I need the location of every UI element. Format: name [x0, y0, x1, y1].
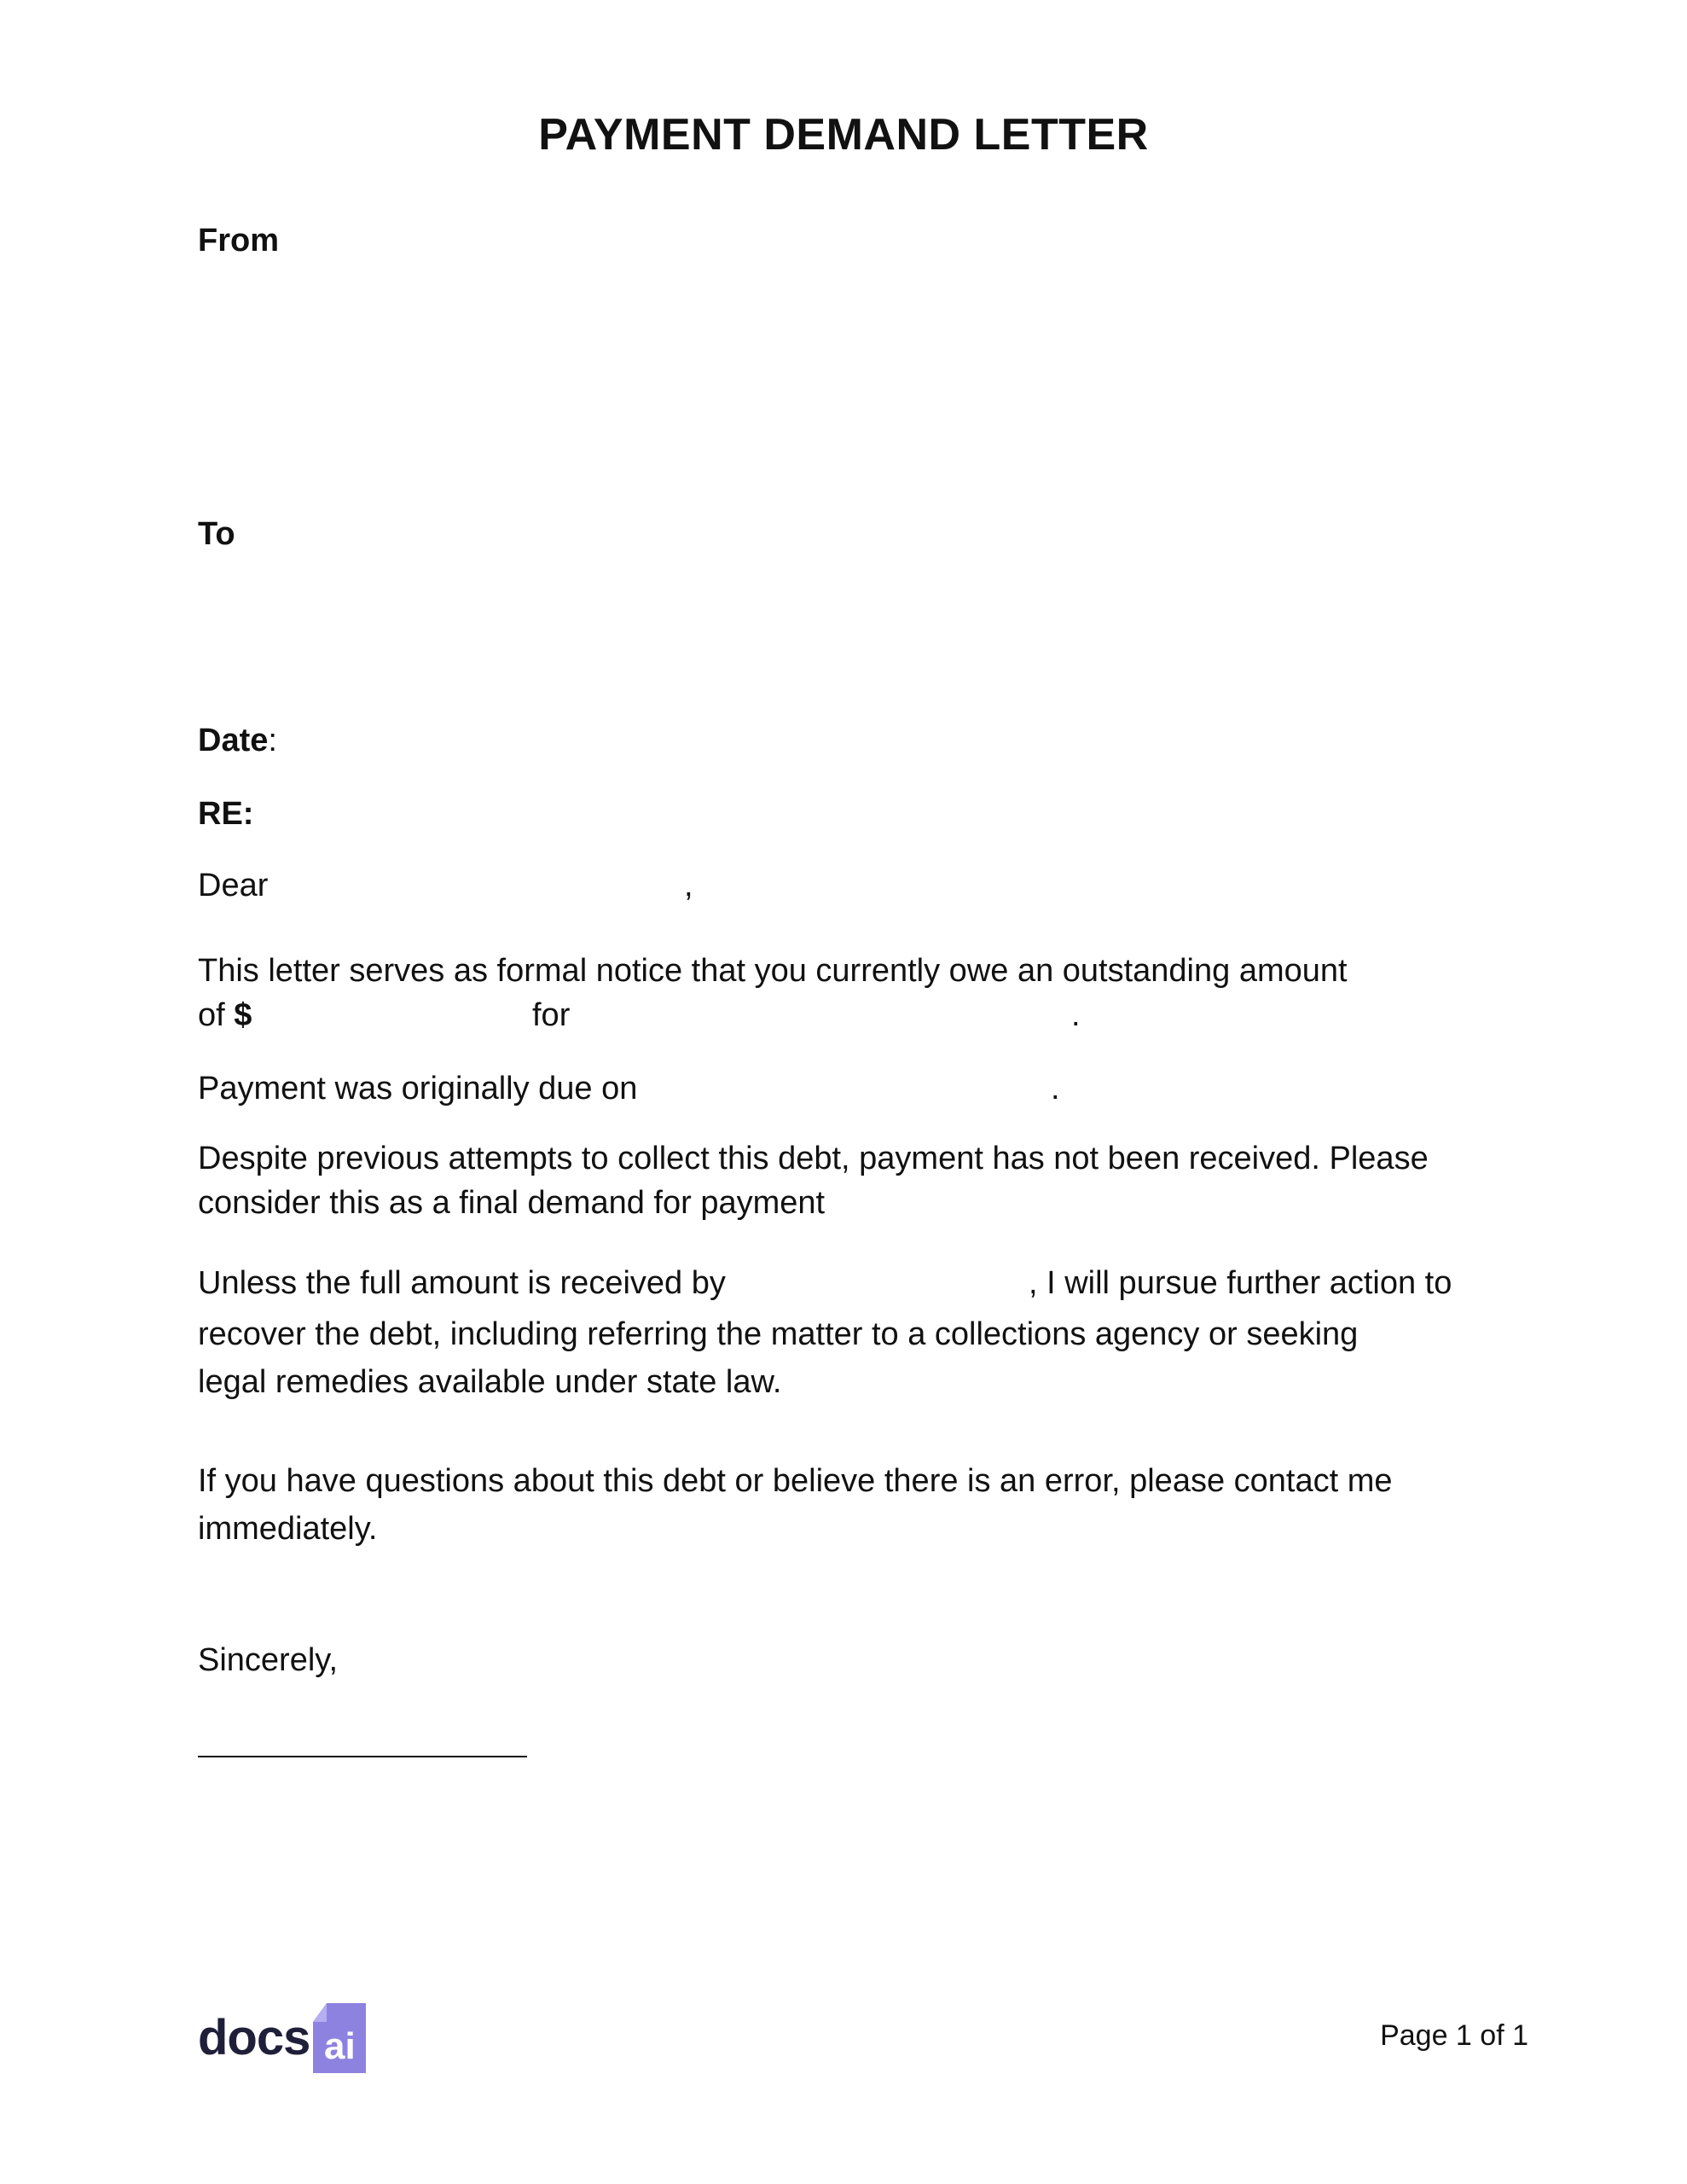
paragraph-1-line-2	[198, 996, 252, 1034]
para1-period: .	[1071, 997, 1081, 1033]
paragraph-4-line-2: recover the debt, including referring the matter to a collections agency or seeking	[198, 1316, 1359, 1352]
paragraph-1-line-1: This letter serves as formal notice that you currently owe an outstanding amount	[198, 953, 1348, 989]
salutation-comma: ,	[684, 868, 693, 903]
for-text: for	[532, 997, 571, 1033]
paragraph-3-line-2: consider this as a final demand for payment	[198, 1185, 826, 1221]
logo-wordmark: docs	[198, 2010, 310, 2065]
paragraph-5-line-1: If you have questions about this debt or believe there is an error, please contact me	[198, 1463, 1393, 1499]
salutation-text: Dear	[198, 868, 269, 903]
dollar-sign: $	[234, 997, 252, 1033]
paragraph-2: Payment was originally due on	[198, 1071, 638, 1107]
re-label: RE:	[198, 796, 254, 832]
logo-badge-icon	[313, 2003, 366, 2073]
paragraph-4-line-3: legal remedies available under state law.	[198, 1364, 782, 1400]
closing: Sincerely,	[198, 1642, 339, 1678]
page-number: Page 1 of 1	[1380, 2019, 1528, 2052]
paragraph-4-start: Unless the full amount is received by	[198, 1265, 726, 1301]
document-title: PAYMENT DEMAND LETTER	[538, 110, 1149, 160]
date-label: Date	[198, 723, 269, 758]
paragraph-5-line-2: immediately.	[198, 1511, 378, 1547]
para2-period: .	[1051, 1071, 1060, 1107]
paragraph-3-line-1: Despite previous attempts to collect this debt, payment has not been received. Please	[198, 1141, 1429, 1176]
paragraph-4-end: , I will pursue further action to	[1029, 1265, 1452, 1301]
to-label: To	[198, 516, 235, 552]
docsai-logo	[198, 2003, 366, 2073]
salutation-line	[198, 867, 268, 904]
from-label: From	[198, 223, 279, 258]
date-colon: :	[268, 723, 277, 758]
date-line	[198, 722, 277, 759]
of-text: of	[198, 997, 225, 1033]
logo-badge-text: ai	[324, 2025, 356, 2067]
signature-line	[198, 1756, 527, 1757]
